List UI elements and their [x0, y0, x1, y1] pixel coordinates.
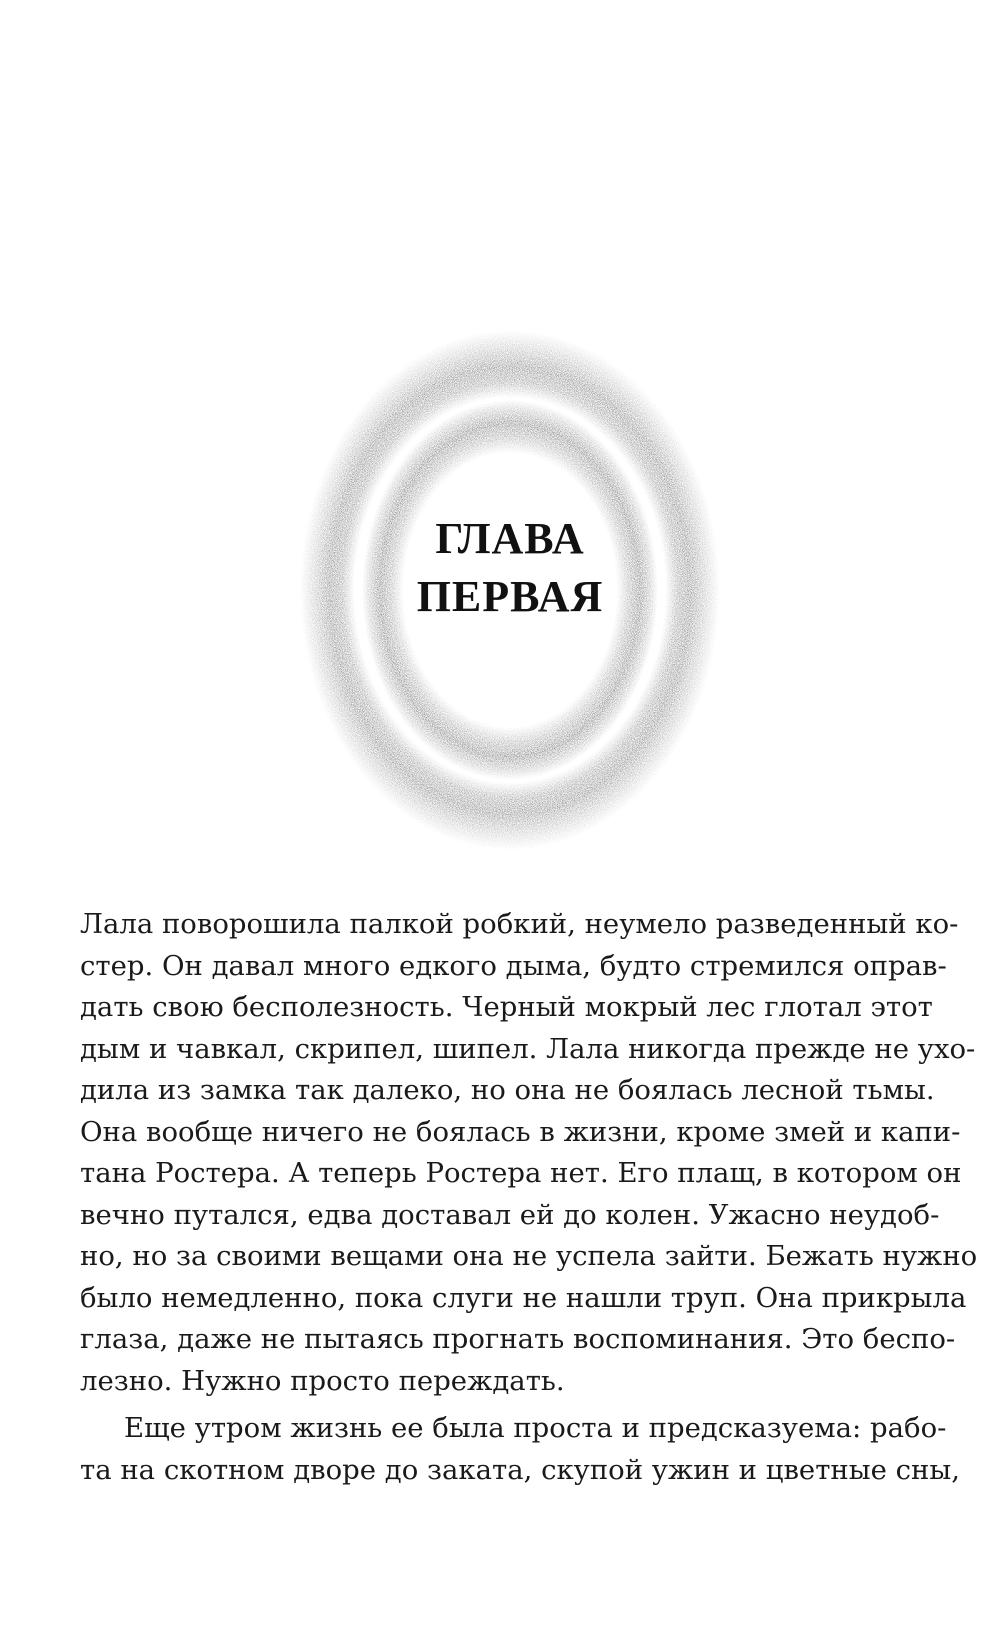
text-line: лезно. Нужно просто переждать.	[80, 1364, 565, 1397]
text-line: Еще утром жизнь ее была проста и предсказуема: рабо-	[124, 1412, 947, 1444]
text-line: вечно путался, едва доставал ей до колен. Ужасно неудоб-	[80, 1198, 940, 1231]
text-line: глаза, даже не пытаясь прогнать воспоминания. Это беспо-	[80, 1323, 956, 1355]
text-line: та на скотном дворе до заката, скупой ужин и цветные сны,	[80, 1453, 960, 1486]
text-line: дать свою бесполезность. Черный мокрый лес глотал этот	[80, 991, 933, 1023]
text-line: было немедленно, пока слуги не нашли труп. Она прикрыла	[80, 1281, 967, 1314]
paragraph-1	[80, 904, 978, 1402]
text-line: Лала поворошила палкой робкий, неумело разведенный ко-	[80, 908, 959, 940]
chapter-title-line-2: ПЕРВАЯ	[416, 572, 604, 621]
body-text	[80, 904, 978, 1491]
text-line: дым и чавкал, скрипел, шипел. Лала никогда прежде не ухо-	[80, 1032, 976, 1065]
text-line: дила из замка так далеко, но она не боялась лесной тьмы.	[80, 1074, 935, 1106]
text-line: тана Ростера. А теперь Ростера нет. Его плащ, в котором он	[80, 1157, 962, 1189]
text-line: стер. Он давал много едкого дыма, будто стремился оправ-	[80, 949, 947, 982]
chapter-title-line-1: ГЛАВА	[435, 514, 585, 563]
chapter-title	[300, 510, 720, 626]
text-line: Она вообще ничего не боялась в жизни, кроме змей и капи-	[80, 1115, 961, 1148]
paragraph-2	[80, 1408, 960, 1491]
text-line: но, но за своими вещами она не успела зайти. Бежать нужно	[80, 1240, 978, 1272]
